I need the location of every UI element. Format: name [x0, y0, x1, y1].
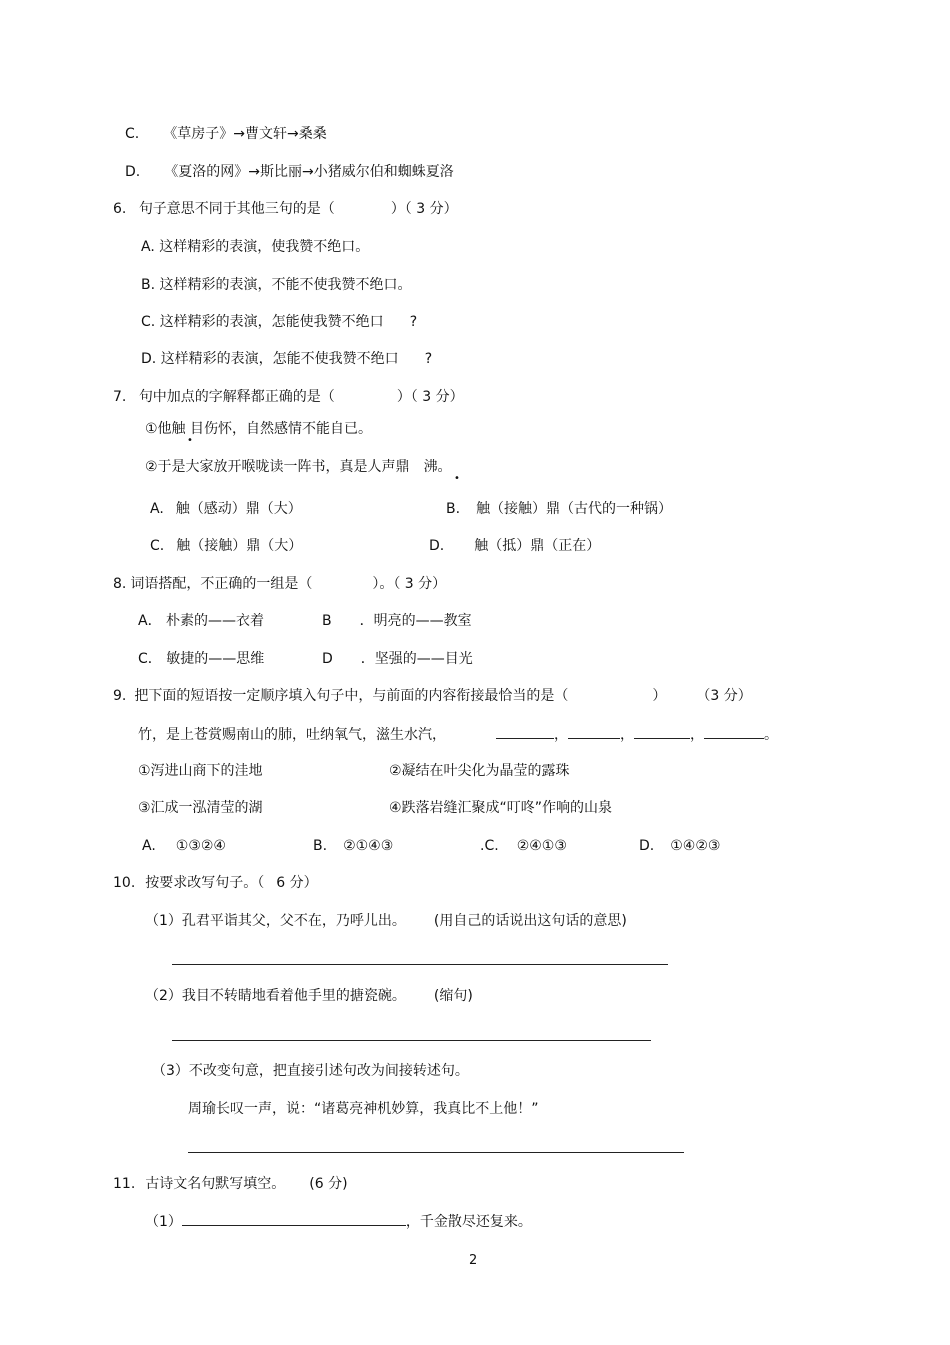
question-8-stem: [113, 574, 446, 594]
q10-item-3: （3）不改变句意，把直接引述句改为间接转述句。: [152, 1063, 469, 1079]
question-number: 9.: [113, 688, 127, 704]
q9-option-a: [142, 836, 226, 856]
option-label: D.: [125, 164, 141, 180]
option-label: D: [322, 651, 333, 667]
q10-item-3-quote: 周瑜长叹一声，说：“诸葛亮神机妙算，我真比不上他！”: [188, 1101, 539, 1117]
item-requirement: (缩句): [433, 988, 473, 1004]
option-label: C.: [150, 538, 165, 554]
option-text: ②①④③: [343, 838, 394, 854]
option-text: 触（抵）鼎（正在）: [474, 538, 601, 554]
q7-sentence-2: [145, 457, 452, 477]
question-number: 10.: [113, 875, 136, 891]
emphasis-dot: •: [454, 473, 460, 484]
option-label: D.: [639, 838, 655, 854]
q6-option-b: [141, 275, 412, 295]
q8-option-c: [138, 649, 264, 669]
option-label: B.: [313, 838, 328, 854]
q6-option-c: [141, 312, 417, 332]
option-text: ．明亮的——教室: [359, 613, 472, 629]
fill-blank[interactable]: [182, 1211, 406, 1226]
question-text: 句中加点的字解释都正确的是（: [138, 389, 335, 405]
period: 。: [764, 727, 778, 743]
q9-sentence: [138, 724, 778, 745]
option-text: 这样精彩的表演，怎能使我赞不绝口: [159, 314, 384, 330]
option-label: C．: [138, 651, 162, 667]
option-text: ①③②④: [175, 838, 226, 854]
question-text: 句子意思不同于其他三句的是（: [138, 201, 335, 217]
q7-option-c: [150, 536, 302, 556]
sentence-text: 竹，是上苍赏赐南山的肺，吐纳氧气，滋生水汽，: [138, 727, 446, 743]
option-text: 这样精彩的表演，怎能不使我赞不绝口: [160, 351, 399, 367]
answer-line[interactable]: [172, 964, 668, 965]
option-text: ②④①③: [516, 838, 567, 854]
question-number: 7.: [113, 389, 127, 405]
question-score: ）（ 3 分）: [396, 389, 464, 405]
answer-line[interactable]: [172, 1040, 651, 1041]
sentence-part: ②于是大家放开喉咙读一阵书，真是人声鼎: [145, 459, 410, 475]
fill-blank[interactable]: [496, 724, 554, 739]
option-label: C.: [141, 314, 156, 330]
option-text: 触（接触）鼎（古代的一种锅）: [476, 501, 673, 517]
item-number: （1）: [145, 1214, 182, 1230]
q7-option-b: [446, 499, 672, 519]
page-number: 2: [469, 1253, 478, 1268]
option-text: 《夏洛的网》→斯比丽→小猪威尔伯和蜘蛛夏洛: [164, 164, 454, 180]
item-requirement: (用自己的话说出这句话的意思): [433, 913, 627, 929]
option-text: 触（感动）鼎（大）: [175, 501, 302, 517]
question-score: ）。（ 3 分）: [372, 576, 447, 592]
answer-line[interactable]: [188, 1152, 684, 1153]
fill-blank[interactable]: [704, 724, 764, 739]
question-number: 6.: [113, 201, 127, 217]
question-number: 8.: [113, 576, 127, 592]
option-label: B.: [446, 501, 461, 517]
question-score: ）（ 3 分）: [390, 201, 458, 217]
fill-blank[interactable]: [568, 724, 620, 739]
option-text: ．坚强的——目光: [360, 651, 473, 667]
question-text: 按要求改写句子。（: [145, 875, 265, 891]
question-10-stem: [113, 873, 318, 893]
option-label: A．: [138, 613, 162, 629]
q5-option-d: [125, 162, 454, 182]
emphasis-dot: •: [187, 435, 193, 446]
question-text: 古诗文名句默写填空。: [145, 1176, 286, 1192]
question-11-stem: [113, 1174, 348, 1194]
option-label: B: [322, 613, 332, 629]
sentence-part: 沸。: [423, 459, 452, 475]
question-score: (6 分): [309, 1176, 348, 1192]
q8-option-a: [138, 611, 264, 631]
q6-option-d: [141, 349, 432, 369]
q10-item-1: [145, 911, 627, 931]
option-label: C.: [125, 126, 140, 142]
option-text: 敏捷的——思维: [166, 651, 265, 667]
question-score: （3 分）: [696, 688, 752, 704]
fill-blank[interactable]: [634, 724, 690, 739]
option-label: D.: [141, 351, 157, 367]
q10-item-2: [145, 986, 473, 1006]
q9-option-b: [313, 836, 393, 856]
q9-option-c: [480, 836, 567, 856]
question-text: 把下面的短语按一定顺序填入句子中，与前面的内容衔接最恰当的是（: [134, 688, 569, 704]
q5-option-c: [125, 124, 327, 144]
item-text: ，千金散尽还复来。: [405, 1214, 532, 1230]
option-label: B.: [141, 277, 156, 293]
option-label: A.: [150, 501, 164, 517]
option-label: A.: [141, 239, 155, 255]
q9-phrase-1: ①泻进山商下的洼地: [138, 763, 263, 779]
question-close: ）: [652, 688, 667, 704]
comma: ，: [554, 727, 568, 743]
q9-option-d: [639, 836, 720, 856]
option-text: 触（接触）鼎（大）: [176, 538, 303, 554]
option-text: 朴素的——衣着: [166, 613, 265, 629]
option-text: 这样精彩的表演，不能不使我赞不绝口。: [159, 277, 412, 293]
question-mark: ?: [409, 314, 418, 330]
option-text: 《草房子》→曹文轩→桑桑: [163, 126, 327, 142]
option-text: 这样精彩的表演，使我赞不绝口。: [159, 239, 370, 255]
comma: ，: [620, 727, 634, 743]
option-label: .C.: [480, 838, 499, 854]
q8-option-b: [322, 611, 472, 631]
option-label: A.: [142, 838, 156, 854]
question-6-stem: [113, 199, 458, 219]
q11-item-1: [145, 1211, 532, 1232]
q7-option-d: [429, 536, 600, 556]
question-number: 11.: [113, 1176, 136, 1192]
q9-phrase-4: ④跌落岩缝汇聚成“叮咚”作响的山泉: [389, 800, 613, 816]
question-score: 6 分）: [276, 875, 318, 891]
q7-sentence-1: ①他触 目伤怀，自然感情不能自已。: [145, 421, 373, 437]
item-text: （2）我目不转睛地看着他手里的搪瓷碗。: [145, 988, 406, 1004]
question-mark: ?: [424, 351, 433, 367]
q7-option-a: [150, 499, 302, 519]
question-7-stem: [113, 387, 464, 407]
option-text: ①④②③: [670, 838, 721, 854]
question-text: 词语搭配，不正确的一组是（: [130, 576, 313, 592]
q9-phrase-3: ③汇成一泓清莹的湖: [138, 800, 263, 816]
q8-option-d: [322, 649, 473, 669]
comma: ，: [690, 727, 704, 743]
question-9-stem: [113, 686, 752, 706]
item-text: （1）孔君平诣其父，父不在，乃呼儿出。: [145, 913, 406, 929]
q6-option-a: [141, 237, 369, 257]
q9-phrase-2: ②凝结在叶尖化为晶莹的露珠: [389, 763, 570, 779]
option-label: D.: [429, 538, 445, 554]
